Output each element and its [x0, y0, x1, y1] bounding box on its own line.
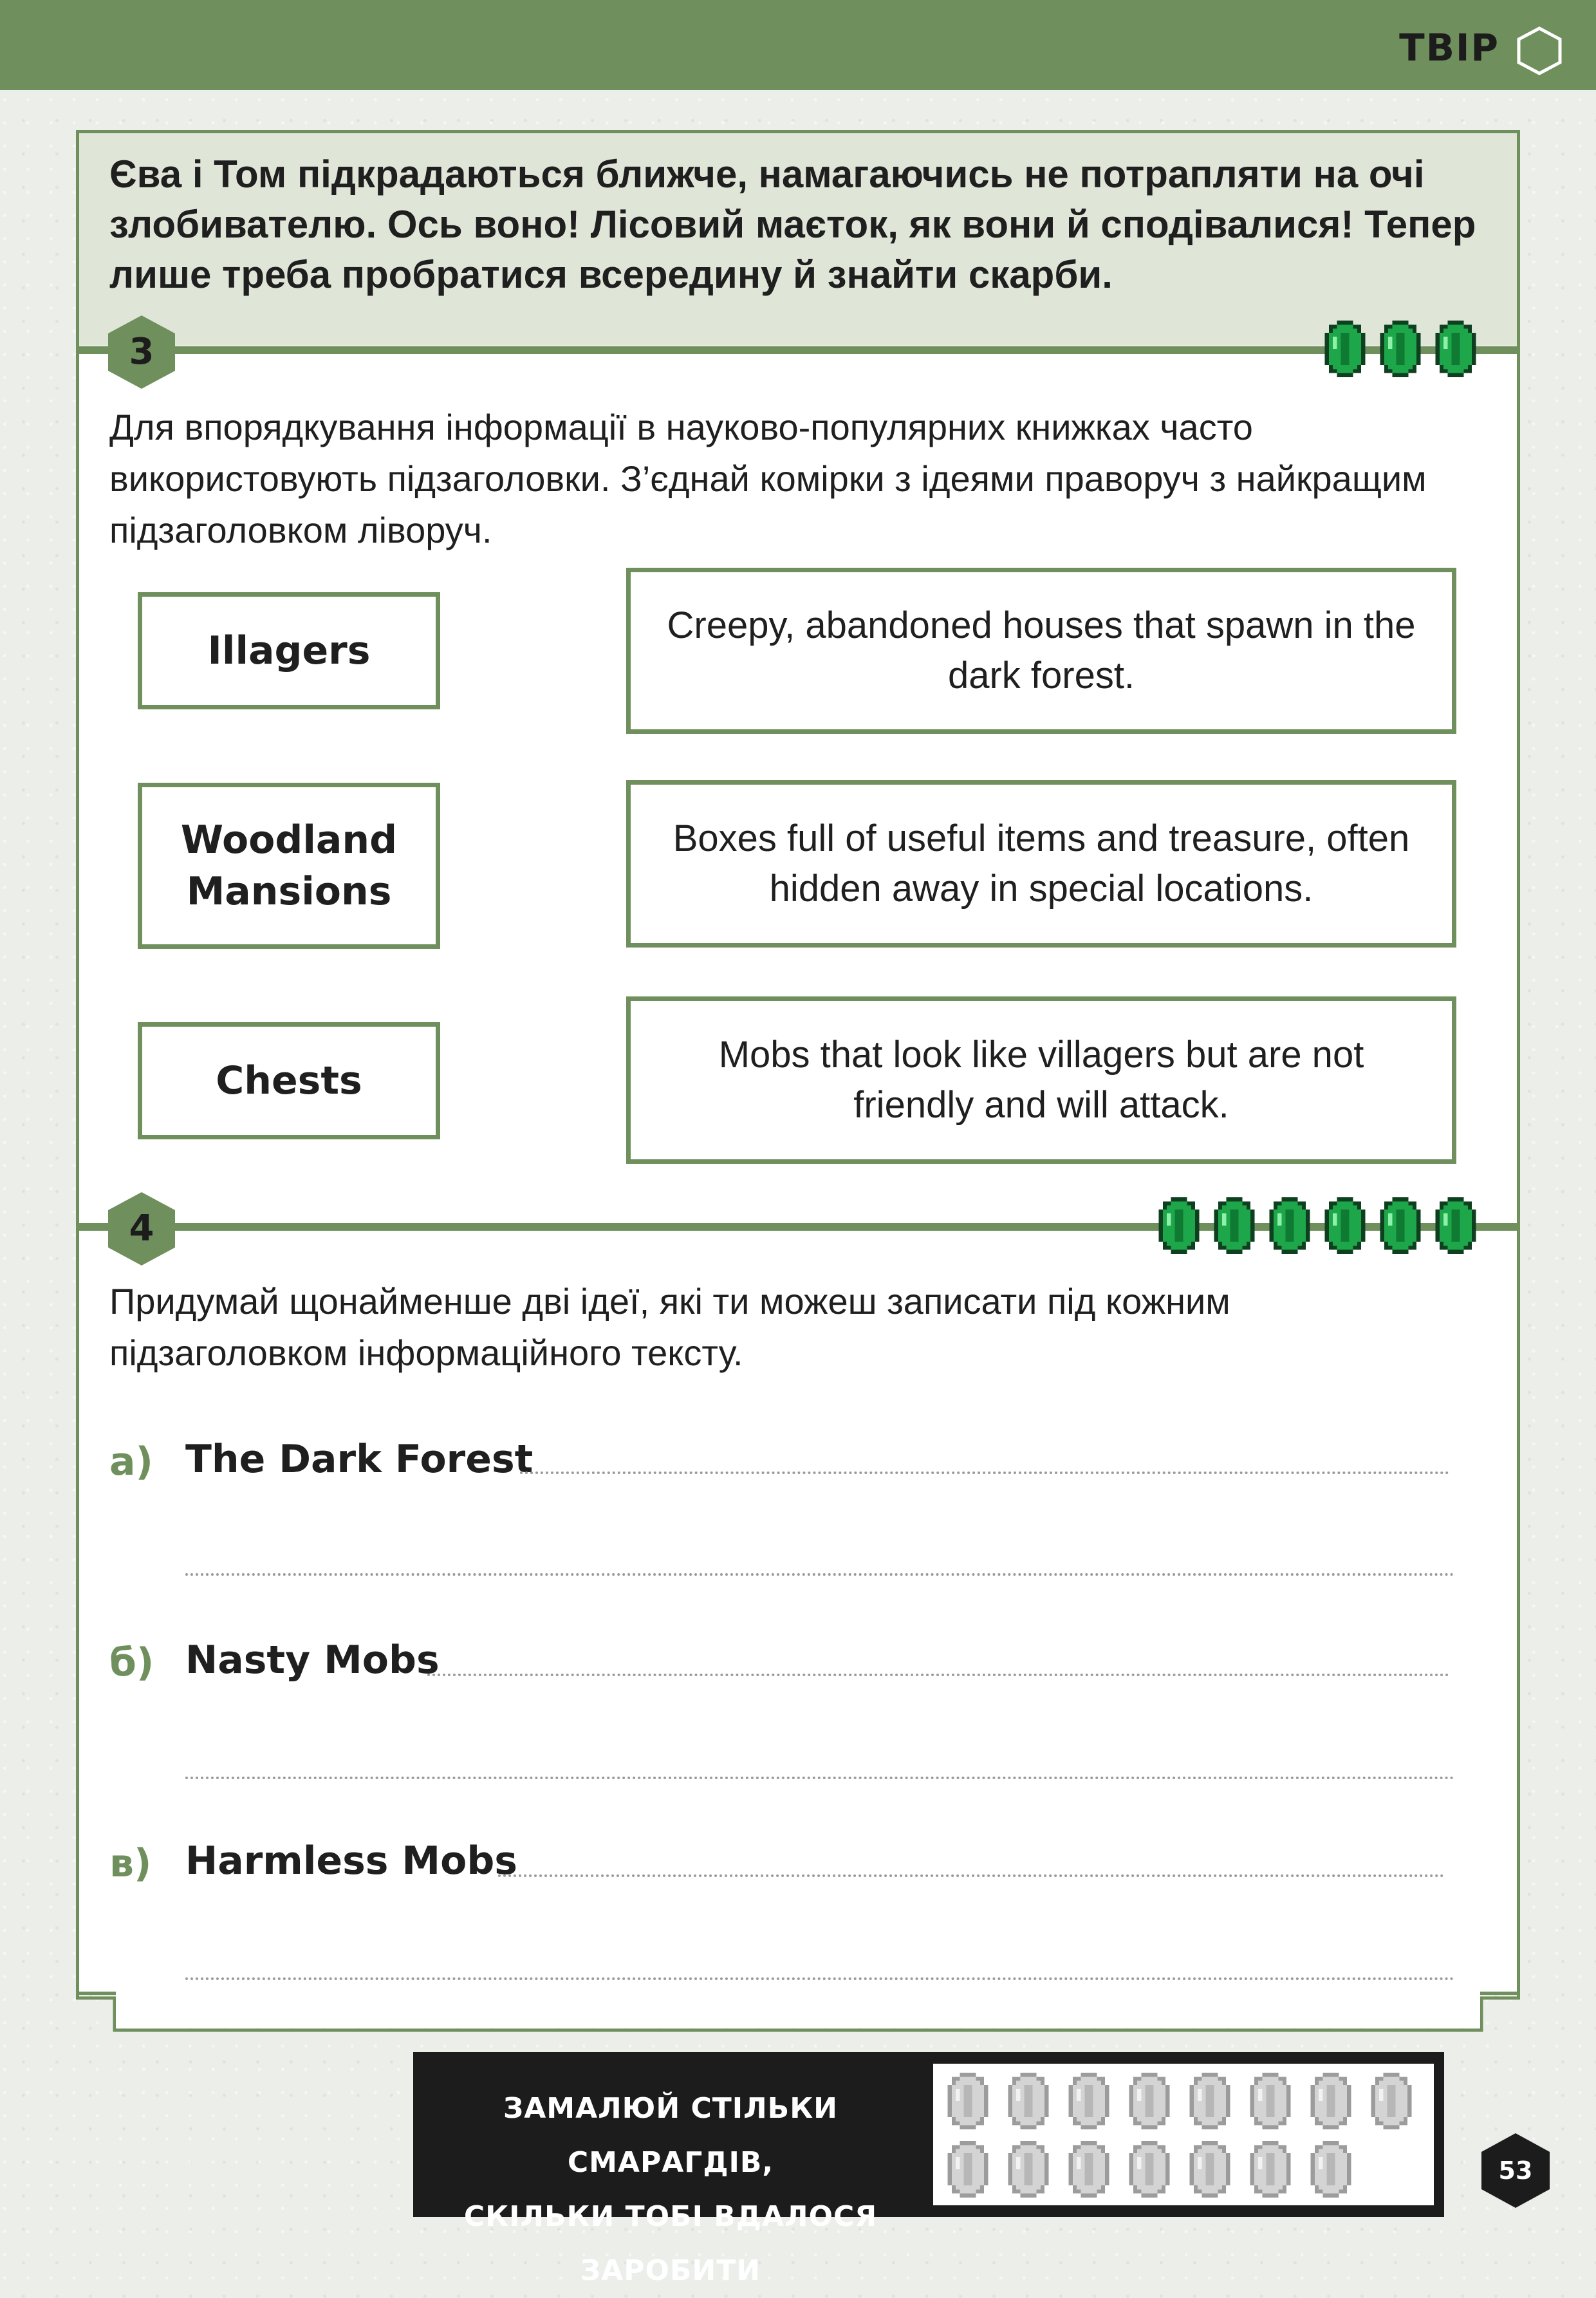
emerald-icon	[1265, 1197, 1314, 1254]
emerald-tracker-label	[426, 2082, 915, 2298]
panel-bottom-edge	[76, 1992, 1520, 2037]
item-title-nasty-mobs: Nasty Mobs	[185, 1638, 440, 1683]
task3-number-badge	[107, 314, 176, 390]
answer-line[interactable]	[498, 1874, 1444, 1877]
emerald-slot-icon[interactable]	[1064, 2141, 1113, 2198]
emerald-icon	[1155, 1197, 1203, 1254]
task3-divider	[79, 346, 1517, 354]
emerald-slot-icon[interactable]	[1306, 2073, 1355, 2129]
emerald-slot-icon[interactable]	[1246, 2073, 1295, 2129]
emerald-slot-icon[interactable]	[1367, 2073, 1416, 2129]
heading-box-chests[interactable]: Chests	[138, 1022, 440, 1139]
task3-instruction: Для впорядкування інформації в науково-популярних книжках часто використовують підзаголовки. З’єднай комірки з ідеями праворуч з найкращим підзаголовком ліворуч.	[109, 407, 1427, 550]
emerald-icon	[1376, 321, 1425, 377]
emerald-slot-icon[interactable]	[1064, 2073, 1113, 2129]
item-letter-a: а)	[109, 1439, 153, 1484]
section-title: ТВІР	[1399, 26, 1499, 70]
top-banner	[0, 0, 1596, 90]
emerald-icon	[1431, 1197, 1480, 1254]
idea-box-houses[interactable]: Creepy, abandoned houses that spawn in the dark forest.	[626, 568, 1456, 734]
item-title-harmless-mobs: Harmless Mobs	[185, 1838, 517, 1883]
idea-box-treasure[interactable]: Boxes full of useful items and treasure, often hidden away in special locations.	[626, 780, 1456, 948]
heading-box-illagers[interactable]: Illagers	[138, 592, 440, 709]
answer-line[interactable]	[520, 1471, 1449, 1474]
emerald-slot-icon[interactable]	[943, 2141, 992, 2198]
emerald-slot-icon[interactable]	[1246, 2141, 1295, 2198]
task3-number: 3	[129, 331, 154, 373]
answer-line[interactable]	[427, 1674, 1449, 1676]
emerald-tracker-label-line2: СКІЛЬКИ ТОБІ ВДАЛОСЯ ЗАРОБИТИ	[463, 2200, 878, 2287]
page-number-badge	[1480, 2132, 1551, 2209]
answer-line[interactable]	[185, 1573, 1454, 1576]
item-letter-c: в)	[109, 1841, 152, 1886]
emerald-slot-icon[interactable]	[1306, 2141, 1355, 2198]
answer-line[interactable]	[185, 1977, 1454, 1980]
hexagon-outline-icon	[1516, 26, 1563, 76]
emerald-icon	[1321, 1197, 1369, 1254]
answer-line[interactable]	[185, 1777, 1454, 1779]
emerald-icon	[1210, 1197, 1259, 1254]
task4-number: 4	[129, 1208, 154, 1249]
intro-text: Єва і Том підкрадаються ближче, намагаючись не потрапляти на очі злобивателю. Ось воно! Лісовий маєток, як вони й сподівалися! Тепер лише треба пробратися всередину й знайти скарби.	[109, 153, 1476, 296]
emerald-icon	[1431, 321, 1480, 377]
page-number: 53	[1498, 2156, 1533, 2185]
emerald-slot-icon[interactable]	[1004, 2073, 1053, 2129]
emerald-slot-icon[interactable]	[1125, 2073, 1174, 2129]
item-title-dark-forest: The Dark Forest	[185, 1437, 534, 1482]
emerald-tracker-label-line1: ЗАМАЛЮЙ СТІЛЬКИ СМАРАГДІВ,	[503, 2092, 839, 2179]
emerald-slot-icon[interactable]	[943, 2073, 992, 2129]
task4-instruction: Придумай щонайменше дві ідеї, які ти можеш записати під кожним підзаголовком інформаційного тексту.	[109, 1281, 1230, 1373]
emerald-icon	[1321, 321, 1369, 377]
emerald-slot-icon[interactable]	[1125, 2141, 1174, 2198]
idea-box-mobs[interactable]: Mobs that look like villagers but are not friendly and will attack.	[626, 996, 1456, 1164]
emerald-slot-icon[interactable]	[1185, 2073, 1234, 2129]
heading-box-woodland-mansions[interactable]: Woodland Mansions	[138, 783, 440, 949]
item-letter-b: б)	[109, 1640, 154, 1685]
task4-number-badge	[107, 1191, 176, 1267]
emerald-slot-icon[interactable]	[1185, 2141, 1234, 2198]
emerald-slot-icon[interactable]	[1004, 2141, 1053, 2198]
emerald-icon	[1376, 1197, 1425, 1254]
